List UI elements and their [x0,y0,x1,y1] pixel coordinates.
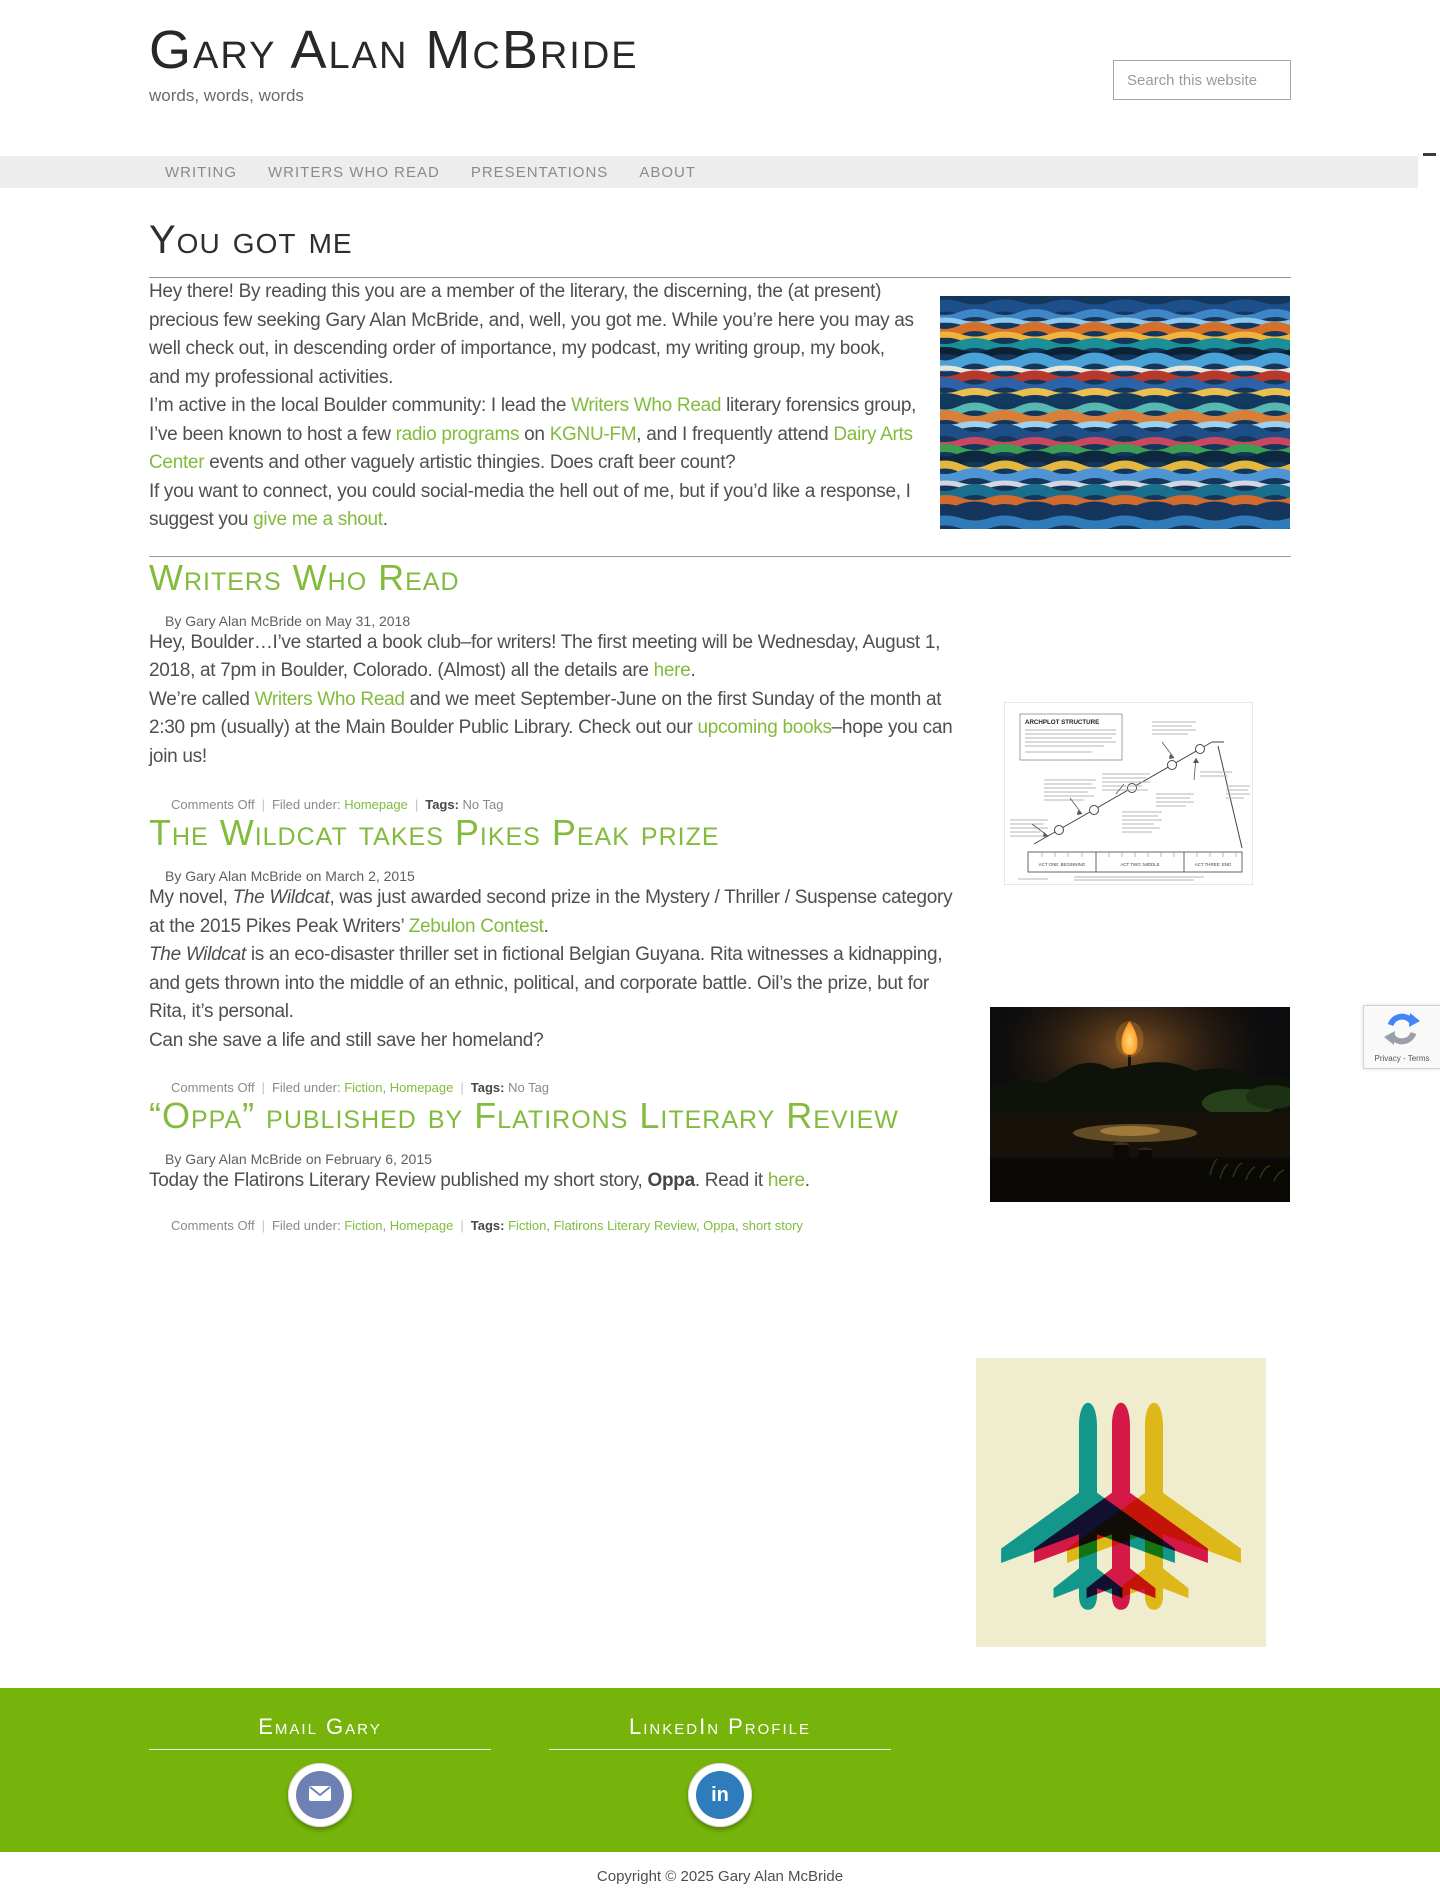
main-content [149,188,1291,1688]
text-run: Tags: [470,1217,509,1233]
inline-link[interactable]: Writers Who Read [571,395,722,416]
text-run: Comments Off [171,1217,255,1233]
inline-link[interactable]: KGNU-FM [549,423,637,445]
inline-link[interactable]: Flatirons Literary Review [553,1217,696,1233]
svg-text:ARCHPLOT STRUCTURE: ARCHPLOT STRUCTURE [1025,719,1100,726]
text-run: , [382,1080,390,1095]
main-nav [0,156,1440,188]
svg-text:ACT ONE: BEGINNING: ACT ONE: BEGINNING [1038,862,1086,867]
post-byline: By Gary Alan McBride on May 31, 2018 [165,612,411,629]
text-run: Filed under: [271,1217,345,1233]
post-paragraph [149,1167,959,1196]
post-byline: By Gary Alan McBride on March 2, 2015 [165,868,415,884]
text-run: No Tag [508,1080,550,1095]
site-title[interactable]: Gary Alan McBride [149,20,639,80]
inline-link[interactable]: give me a shout [253,509,383,530]
inline-link[interactable]: upcoming books [697,717,832,738]
post-paragraph [149,884,959,941]
text-run: I’m active in the local Boulder community: I lead the [149,395,572,416]
text-run: . [804,1170,810,1191]
site-tagline: words, words, words [149,85,304,105]
inline-link[interactable]: Fiction [344,1080,383,1095]
post-paragraph [149,941,959,1027]
text-run: , was just awarded second prize in the Mystery / Thriller / Suspense category at the 2015 Pikes Peak Writers’ [149,887,953,937]
nav-item-writing[interactable]: WRITING [165,163,237,181]
text-run: , [695,1217,704,1233]
text-run: Tags: [470,1080,509,1095]
text-run: –hope you can join us! [149,717,953,767]
text-run: The Wildcat [232,887,330,908]
text-run: . [690,660,696,681]
page-title: You got me [149,188,1291,278]
inline-link[interactable]: Homepage [389,1217,454,1233]
nav-item-writers-who-read[interactable]: WRITERS WHO READ [268,163,440,181]
text-run: If you want to connect, you could social-media the hell out of me, but if you’d like a response, I suggest you [149,480,911,530]
linkedin-button[interactable] [688,1763,752,1827]
intro-paragraph-3 [149,478,917,535]
email-icon [306,1779,334,1812]
post-title-wildcat[interactable]: The Wildcat takes Pikes Peak prize [149,812,720,853]
inline-link[interactable]: Oppa [703,1217,735,1233]
text-run: , [382,1217,390,1233]
text-run: is an eco-disaster thriller set in fictional Belgian Guyana. Rita witnesses a kidnapping, and gets thrown into the middle of an ethnic, political, and corporate battle. Oil’s the prize, but for Rita, it’s personal. [149,944,943,1022]
nav-item-about[interactable]: ABOUT [639,163,696,181]
text-run: , [734,1217,743,1233]
intro-paragraph-1 [149,278,917,392]
footer [0,1688,1440,1852]
text-run: , [546,1217,554,1233]
overlapping-airplanes-image[interactable] [976,1358,1266,1647]
inline-link[interactable]: Fiction [508,1217,547,1233]
intro-paragraph-2 [149,392,917,478]
text-run: . [382,509,388,530]
text-run: | [261,1217,265,1233]
text-run: We’re called [149,688,255,710]
svg-text:ACT TWO: MIDDLE: ACT TWO: MIDDLE [1120,862,1160,867]
post-title-writers-who-read[interactable]: Writers Who Read [149,556,460,598]
nav-right-notch [1418,156,1440,188]
text-run: and we meet September-June on the first Sunday of the month at 2:30 pm (usually) at the Main Boulder Public Library. Check out our [149,688,942,738]
inline-link[interactable]: Fiction [344,1217,383,1233]
linkedin-icon: in [711,1783,729,1806]
text-run: Hey, Boulder…I’ve started a book club–for writers! The first meeting will be Wednesday, August 1, 2018, at 7pm in Boulder, Colorado. (Almost) all the details are [149,631,941,681]
text-run: events and other vaguely artistic thingies. Does craft beer count? [204,452,736,473]
post-paragraph [149,686,959,772]
text-run: Tags: [425,797,463,812]
text-run: Can she save a life and still save her homeland? [149,1029,544,1051]
inline-link[interactable]: Writers Who Read [254,688,405,710]
text-run: . Read it [694,1170,768,1191]
text-run: Filed under: [271,1080,345,1095]
text-run: The Wildcat [149,944,246,965]
text-run: Oppa [647,1170,695,1191]
text-run: | [460,1080,464,1095]
copyright: Copyright © 2025 Gary Alan McBride [0,1852,1440,1897]
text-run: | [414,797,419,812]
inline-link[interactable]: here [767,1170,805,1191]
email-widget-title: Email Gary [149,1714,491,1750]
text-run: | [460,1217,464,1233]
text-run: Hey there! By reading this you are a member of the literary, the discerning, the (at present) precious few seeking Gary Alan McBride, and, well, you got me. While you’re here you may as well check out, in descending order of importance, my podcast, my writing group, my book, and my professional activities. [149,281,914,388]
text-run: Comments Off [171,1080,255,1095]
text-run: on [519,423,550,445]
recaptcha-badge[interactable] [1363,1005,1440,1069]
inline-link[interactable]: Homepage [389,1080,454,1095]
recaptcha-icon [1382,1011,1422,1052]
text-run: My novel, [149,887,233,908]
text-run: Comments Off [171,797,255,812]
inline-link[interactable]: short story [742,1217,803,1233]
footer-widget-email [149,1714,491,1827]
inline-link[interactable]: Homepage [344,797,408,812]
post-meta [171,1218,1291,1233]
footer-widget-linkedin [549,1714,891,1827]
nav-item-presentations[interactable]: PRESENTATIONS [470,163,609,181]
text-run: No Tag [462,797,504,812]
text-run: literary forensics group, I’ve been known to host a few [149,395,917,445]
post-paragraph [149,629,959,686]
post-paragraph [149,1027,959,1056]
email-button[interactable] [288,1763,352,1827]
inline-link[interactable]: Dairy Arts Center [149,423,913,473]
linkedin-widget-title: LinkedIn Profile [549,1714,891,1750]
text-run: | [261,797,265,812]
text-run: , and I frequently attend [636,423,834,445]
text-run: . [543,915,549,937]
inline-link[interactable]: here [653,660,691,681]
site-header [0,0,1440,156]
text-run: Filed under: [271,797,345,812]
abstract-paint-water-image [940,296,1290,529]
text-run: Today the Flatirons Literary Review published my short story, [149,1170,648,1191]
gas-flare-night-image[interactable] [990,1007,1290,1202]
archplot-diagram-image[interactable] [1004,702,1253,885]
post-byline: By Gary Alan McBride on February 6, 2015 [165,1151,432,1167]
search-input[interactable] [1113,60,1291,100]
svg-text:ACT THREE: END: ACT THREE: END [1194,862,1232,867]
decorative-dash [1423,153,1436,156]
text-run: | [261,1080,265,1095]
inline-link[interactable]: Zebulon Contest [408,915,544,937]
recaptcha-label: Privacy - Terms [1374,1054,1430,1063]
inline-link[interactable]: radio programs [395,423,520,445]
post-title-oppa[interactable]: “Oppa” published by Flatirons Literary Review [149,1095,899,1136]
